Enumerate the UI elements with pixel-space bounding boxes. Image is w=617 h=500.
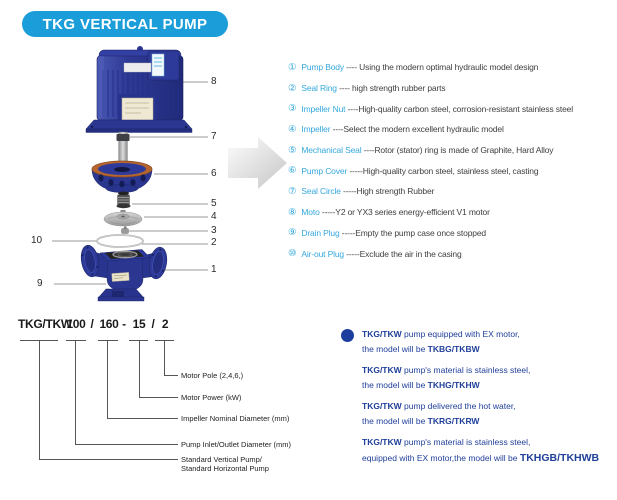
model-label-standard-line1: Standard Vertical Pump/: [181, 455, 262, 464]
model-segment-impeller: 160: [99, 317, 119, 331]
note-line: the model will be TKHG/TKHW: [362, 380, 480, 390]
bullet-icon: [341, 329, 354, 342]
item-number-badge: ⑥: [288, 165, 297, 177]
item-dashes: ----: [345, 103, 359, 114]
item-keyword: Pump Cover: [301, 165, 348, 176]
motor: [86, 46, 192, 133]
list-item: [288, 140, 573, 161]
item-number-badge: ⑦: [288, 185, 297, 197]
motor-shaft: [117, 132, 130, 162]
note-line: TKG/TKW pump's material is stainless steel,: [362, 365, 531, 375]
callout-10: 10: [31, 235, 43, 246]
item-dashes: -----: [347, 165, 363, 176]
list-item: [288, 160, 573, 181]
notes-section: [362, 329, 599, 467]
impeller-nut: [122, 227, 129, 234]
nameplate: [122, 98, 153, 121]
callout-2: 2: [211, 237, 217, 248]
item-description: High-quality carbon steel, corrosion-resistant stainless steel: [358, 103, 573, 114]
item-number-badge: ⑩: [288, 248, 297, 260]
item-keyword: Moto: [301, 207, 320, 218]
item-description: Rotor (stator) ring is made of Graphite, Hard Alloy: [374, 145, 554, 156]
item-dashes: -----: [319, 207, 336, 218]
note-line: TKG/TKW pump equipped with EX motor,: [362, 329, 520, 339]
parts-list: [288, 57, 573, 264]
connector-line: [139, 341, 140, 397]
callout-8: 8: [211, 76, 217, 87]
item-description: Y2 or YX3 series energy-efficient V1 motor: [335, 207, 490, 218]
item-keyword: Seal Circle: [301, 186, 341, 197]
callout-6: 6: [211, 168, 217, 179]
list-item: [288, 181, 573, 202]
item-description: High strength Rubber: [356, 186, 435, 197]
pump-body: [79, 244, 169, 301]
item-dashes: ----: [343, 62, 360, 73]
item-description: high strength rubber parts: [352, 83, 446, 94]
callout-7: 7: [211, 131, 217, 142]
connector-line: [107, 418, 178, 419]
model-label-impeller: Impeller Nominal Diameter (mm): [181, 414, 290, 423]
model-label-standard-line2: Standard Horizontal Pump: [181, 464, 269, 473]
item-description: Empty the pump case once stopped: [355, 227, 486, 238]
item-keyword: Mechanical Seal: [301, 145, 362, 156]
seal-ring: [97, 235, 143, 247]
callout-4: 4: [211, 211, 217, 222]
list-item: [288, 98, 573, 119]
item-keyword: Air-out Plug: [301, 248, 344, 259]
list-item: [288, 119, 573, 140]
connector-line: [107, 341, 108, 418]
item-keyword: Pump Body: [301, 62, 344, 73]
underline-impeller: [98, 340, 118, 341]
list-item: [288, 57, 573, 78]
model-label-standard: [181, 455, 269, 473]
item-number-badge: ⑤: [288, 144, 297, 156]
connector-line: [75, 341, 76, 444]
connector-line: [164, 341, 165, 375]
model-label-power: Motor Power (kW): [181, 393, 242, 402]
item-dashes: -----: [339, 227, 356, 238]
connector-line: [39, 341, 40, 459]
page-title: TKG VERTICAL PUMP: [42, 15, 208, 33]
model-label-pole: Motor Pole (2,4,6,): [181, 371, 244, 380]
item-number-badge: ②: [288, 82, 297, 94]
connector-line: [39, 459, 178, 460]
item-dashes: ----: [361, 145, 375, 156]
item-keyword: Seal Ring: [301, 83, 337, 94]
model-segment-power: 15: [132, 317, 146, 331]
model-segment-pole: 2: [161, 317, 169, 331]
model-label-inlet: Pump Inlet/Outlet Diameter (mm): [181, 440, 292, 449]
header-banner: [22, 11, 228, 37]
item-keyword: Drain Plug: [301, 227, 340, 238]
connector-line: [75, 444, 178, 445]
note-line: the model will be TKBG/TKBW: [362, 344, 480, 354]
item-number-badge: ⑧: [288, 206, 297, 218]
note-line: equipped with EX motor,the model will be TKHGB/TKHWB: [362, 452, 600, 464]
list-item: [288, 223, 573, 244]
callout-3: 3: [211, 225, 217, 236]
model-separator: /: [151, 317, 155, 331]
item-keyword: Impeller: [301, 124, 331, 135]
model-separator: /: [90, 317, 94, 331]
callout-5: 5: [211, 198, 217, 209]
body-nameplate: [112, 272, 130, 281]
list-item: [288, 78, 573, 99]
item-keyword: Impeller Nut: [301, 103, 346, 114]
transition-arrow-icon: [226, 135, 290, 193]
item-dashes: ----: [336, 83, 353, 94]
item-dashes: -----: [343, 248, 360, 259]
list-item: [288, 243, 573, 264]
item-number-badge: ①: [288, 61, 297, 73]
note-line: TKG/TKW pump's material is stainless steel,: [362, 437, 531, 447]
item-number-badge: ③: [288, 103, 297, 115]
mechanical-seal: [117, 192, 131, 209]
pump-cover: [92, 161, 152, 193]
model-separator: -: [122, 317, 126, 331]
callout-9: 9: [37, 278, 43, 289]
connector-line: [139, 397, 178, 398]
item-description: Using the modern optimal hydraulic model design: [359, 62, 539, 73]
model-segment-brand: TKG/TKW: [18, 317, 72, 331]
note-line: TKG/TKW pump delivered the hot water,: [362, 401, 516, 411]
item-description: High-quality carbon steel, stainless steel, casting: [362, 165, 539, 176]
note-line: the model will be TKRG/TKRW: [362, 416, 480, 426]
item-number-badge: ④: [288, 123, 297, 135]
callout-1: 1: [211, 264, 217, 275]
item-dashes: ----: [330, 124, 344, 135]
item-description: Exclude the air in the casing: [359, 248, 462, 259]
model-segment-inlet: 100: [66, 317, 86, 331]
underline-inlet: [66, 340, 86, 341]
list-item: [288, 202, 573, 223]
connector-line: [164, 375, 178, 376]
impeller: [104, 210, 142, 226]
item-number-badge: ⑨: [288, 227, 297, 239]
item-description: Select the modern excellent hydraulic model: [343, 124, 504, 135]
item-dashes: -----: [340, 186, 357, 197]
